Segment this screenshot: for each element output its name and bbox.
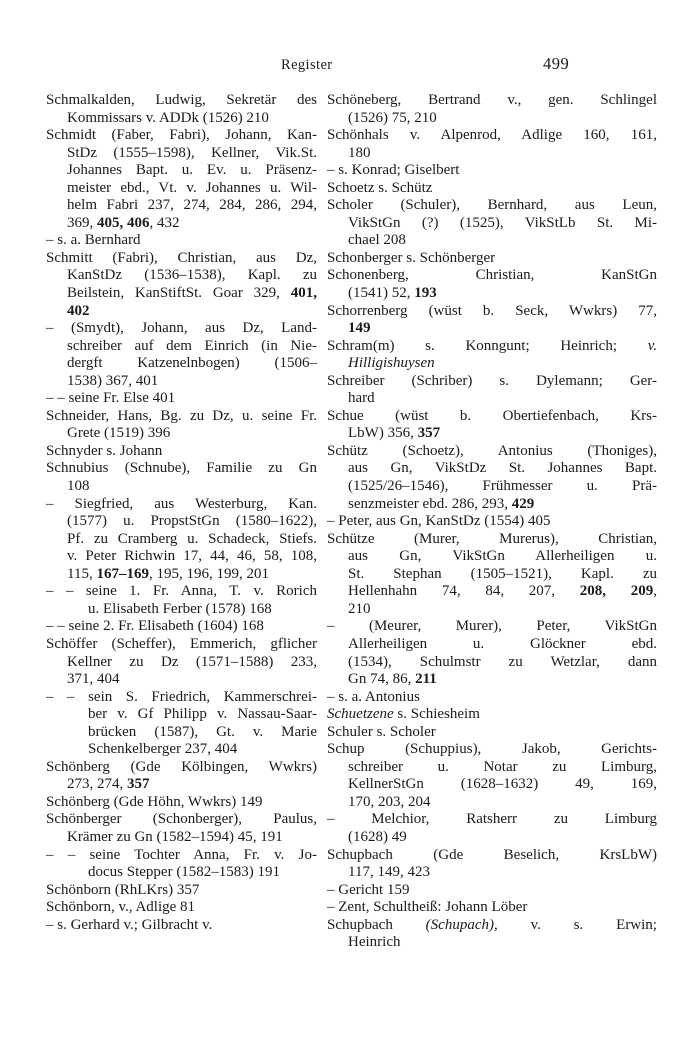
entry-text: Allerheiligen u. Glöckner ebd. <box>348 635 657 652</box>
index-line <box>327 847 657 865</box>
index-line <box>46 513 317 531</box>
entry-text: Krämer zu Gn (1582–1594) 45, 191 <box>67 828 283 845</box>
entry-text: v. Peter Richwin 17, 44, 46, 58, 108, <box>67 548 317 565</box>
entry-text: aus Gn, VikStGn Allerheiligen u. <box>348 548 657 565</box>
entry-text: , 195, 196, 199, 201 <box>148 565 269 582</box>
entry-text: 180 <box>348 144 371 161</box>
index-line <box>46 285 317 303</box>
index-entry <box>46 636 317 689</box>
index-line <box>46 531 317 549</box>
index-line <box>327 373 657 391</box>
entry-text: Schönborn, v., Adlige 81 <box>46 899 196 916</box>
index-line <box>327 689 657 707</box>
index-line <box>327 566 657 584</box>
bold-page-ref: 167–169 <box>96 565 149 582</box>
entry-text: meister ebd., Vt. v. Johannes u. Wil- <box>67 179 317 196</box>
index-line <box>327 531 657 549</box>
entry-text: aus Gn, VikStDz St. Johannes Bapt. <box>348 460 657 477</box>
page-number: 499 <box>543 54 570 73</box>
index-line <box>46 636 317 654</box>
index-line <box>327 180 657 198</box>
index-entry <box>327 847 657 882</box>
entry-text: – – seine 1. Fr. Anna, T. v. Rorich <box>46 583 317 600</box>
entry-text: 1538) 367, 401 <box>67 372 159 389</box>
index-entry <box>46 443 317 461</box>
entry-text: – Siegfried, aus Westerburg, Kan. <box>46 495 317 512</box>
index-line <box>327 127 657 145</box>
running-head-title: Register <box>281 57 333 73</box>
index-line <box>327 390 657 408</box>
index-line <box>46 917 317 935</box>
index-line <box>327 355 657 373</box>
index-entry <box>327 531 657 619</box>
index-entry <box>327 689 657 707</box>
index-line <box>327 162 657 180</box>
bold-page-ref: 357 <box>127 776 150 793</box>
index-line <box>327 250 657 268</box>
index-line <box>46 145 317 163</box>
entry-text: 371, 404 <box>67 671 120 688</box>
index-line <box>46 460 317 478</box>
entry-text: – – seine 2. Fr. Elisabeth (1604) 168 <box>46 618 264 635</box>
index-line <box>46 373 317 391</box>
index-entry <box>327 127 657 162</box>
entry-text: 170, 203, 204 <box>348 793 431 810</box>
index-line <box>46 776 317 794</box>
index-line <box>46 303 317 321</box>
index-line <box>46 215 317 233</box>
entry-text: Schütz (Schoetz), Antonius (Thoniges), <box>327 442 657 459</box>
index-entry <box>327 917 657 952</box>
index-line <box>327 741 657 759</box>
index-column-left <box>46 92 317 934</box>
entry-text: Schreiber (Schriber) s. Dylemann; Ger- <box>327 372 657 389</box>
entry-text: 117, 149, 423 <box>348 864 430 881</box>
entry-text: senzmeister ebd. 286, 293, <box>348 495 512 512</box>
entry-text: – Melchior, Ratsherr zu Limburg <box>327 811 657 828</box>
index-line <box>327 443 657 461</box>
entry-text: Grete (1519) 396 <box>67 425 171 442</box>
index-line <box>327 794 657 812</box>
index-line <box>327 601 657 619</box>
index-line <box>46 496 317 514</box>
entry-text: KellnerStGn (1628–1632) 49, 169, <box>348 776 657 793</box>
index-line <box>327 548 657 566</box>
index-line <box>46 706 317 724</box>
index-line <box>46 355 317 373</box>
index-line <box>327 882 657 900</box>
entry-text: – s. Konrad; Giselbert <box>327 162 460 179</box>
index-entry <box>327 899 657 917</box>
index-line <box>46 338 317 356</box>
index-entry <box>327 513 657 531</box>
index-entry <box>46 794 317 812</box>
index-line <box>46 127 317 145</box>
index-line <box>46 847 317 865</box>
index-line <box>46 583 317 601</box>
index-line <box>46 882 317 900</box>
index-entry <box>46 811 317 846</box>
index-line <box>46 618 317 636</box>
entry-text: – – seine Tochter Anna, Fr. v. Jo- <box>46 846 317 863</box>
index-line <box>327 776 657 794</box>
entry-text: Schonberger s. Schönberger <box>327 249 496 266</box>
entry-text: , 432 <box>149 214 180 231</box>
entry-text: Schöffer (Scheffer), Emmerich, gflicher <box>46 635 317 652</box>
index-line <box>327 110 657 128</box>
entry-text: – Zent, Schultheiß: Johann Löber <box>327 899 528 916</box>
entry-text: (1541) 52, <box>348 285 415 302</box>
entry-text: 115, <box>67 565 97 582</box>
entry-text: Schnubius (Schnube), Familie zu Gn <box>46 460 317 477</box>
index-line <box>327 864 657 882</box>
index-line <box>327 513 657 531</box>
index-line <box>327 425 657 443</box>
entry-text: Schorrenberg (wüst b. Seck, Wwkrs) 77, <box>327 302 657 319</box>
entry-text: Schöneberg, Bertrand v., gen. Schlingel <box>327 92 657 108</box>
index-entry <box>46 232 317 250</box>
index-line <box>327 145 657 163</box>
entry-text: dergft Katzenelnbogen) (1506– <box>67 355 317 372</box>
index-line <box>46 759 317 777</box>
index-entry <box>327 408 657 443</box>
entry-text: u. Elisabeth Ferber (1578) 168 <box>88 600 272 617</box>
entry-text: 273, 274, <box>67 776 127 793</box>
bold-page-ref: 402 <box>67 302 90 319</box>
index-line <box>327 654 657 672</box>
index-entry <box>327 92 657 127</box>
entry-text: – s. a. Bernhard <box>46 232 141 249</box>
index-line <box>327 338 657 356</box>
entry-text: Heinrich <box>348 934 401 951</box>
index-line <box>46 390 317 408</box>
entry-text: (1577) u. PropstStGn (1580–1622), <box>67 513 317 530</box>
index-entry <box>327 162 657 180</box>
bold-page-ref: 401, <box>290 285 317 302</box>
index-line <box>46 548 317 566</box>
entry-text: Schönberg (Gde Höhn, Wwkrs) 149 <box>46 793 263 810</box>
index-line <box>46 724 317 742</box>
index-line <box>327 215 657 233</box>
index-line <box>46 899 317 917</box>
index-entry <box>46 408 317 443</box>
entry-text: Johannes Bapt. u. Ev. u. Präsenz- <box>67 162 317 179</box>
index-line <box>46 601 317 619</box>
entry-text: Schnyder s. Johann <box>46 442 163 459</box>
index-line <box>327 829 657 847</box>
entry-text: Schönberger (Schonberger), Paulus, <box>46 811 317 828</box>
entry-text: Schmitt (Fabri), Christian, aus Dz, <box>46 249 317 266</box>
bold-page-ref: 208, 209 <box>579 583 654 600</box>
index-line <box>327 899 657 917</box>
index-line <box>327 320 657 338</box>
index-line <box>46 250 317 268</box>
index-line <box>46 864 317 882</box>
index-entry <box>46 460 317 495</box>
index-entry <box>327 303 657 338</box>
index-line <box>46 92 317 110</box>
index-line <box>46 689 317 707</box>
entry-text: – Peter, aus Gn, KanStDz (1554) 405 <box>327 513 551 530</box>
index-line <box>327 478 657 496</box>
index-line <box>327 496 657 514</box>
index-entry <box>327 811 657 846</box>
entry-text: helm Fabri 237, 274, 284, 286, 294, <box>67 197 317 214</box>
index-entry <box>327 338 657 373</box>
italic-text: (Schupach) <box>425 916 494 933</box>
index-entry <box>46 847 317 882</box>
index-column-right <box>327 92 657 952</box>
italic-text: Hilligishuysen <box>348 355 435 372</box>
index-line <box>327 636 657 654</box>
entry-text: Schupbach <box>327 916 426 933</box>
entry-text: KanStDz (1536–1538), Kapl. zu <box>67 267 317 284</box>
index-line <box>46 425 317 443</box>
index-line <box>46 566 317 584</box>
entry-text: hard <box>348 390 375 407</box>
index-entry <box>327 741 657 811</box>
entry-text: – (Meurer, Murer), Peter, VikStGn <box>327 618 657 635</box>
index-entry <box>46 899 317 917</box>
index-line <box>327 92 657 110</box>
index-entry <box>327 180 657 198</box>
entry-text: Schupbach (Gde Beselich, KrsLbW) <box>327 846 657 863</box>
entry-text: Schönberg (Gde Kölbingen, Wwkrs) <box>46 758 317 775</box>
entry-text: docus Stepper (1582–1583) 191 <box>88 864 281 881</box>
entry-text: Schenkelberger 237, 404 <box>88 741 238 758</box>
index-line <box>46 408 317 426</box>
index-line <box>327 460 657 478</box>
entry-text: 108 <box>67 478 90 495</box>
entry-text: brücken (1587), Gt. v. Marie <box>88 723 317 740</box>
entry-text: ber v. Gf Philipp v. Nassau-Saar- <box>88 706 317 723</box>
entry-text: – (Smydt), Johann, aus Dz, Land- <box>46 320 317 337</box>
index-line <box>46 671 317 689</box>
index-entry <box>327 373 657 408</box>
index-entry <box>46 320 317 390</box>
index-entry <box>327 443 657 513</box>
index-entry <box>327 197 657 250</box>
entry-text: Schneider, Hans, Bg. zu Dz, u. seine Fr. <box>46 407 317 424</box>
index-line <box>327 759 657 777</box>
index-line <box>46 794 317 812</box>
index-line <box>327 232 657 250</box>
entry-text: , v. s. Erwin; <box>493 916 657 933</box>
entry-text: Schmalkalden, Ludwig, Sekretär des <box>46 92 317 108</box>
index-entry <box>46 92 317 127</box>
index-entry <box>46 618 317 636</box>
entry-text: Schmidt (Faber, Fabri), Johann, Kan- <box>46 127 317 144</box>
index-line <box>46 478 317 496</box>
index-entry <box>327 882 657 900</box>
entry-text: 369, <box>67 214 97 231</box>
index-line <box>327 267 657 285</box>
entry-text: Schonenberg, Christian, KanStGn <box>327 267 657 284</box>
entry-text: Pf. zu Cramberg u. Schadeck, Stiefs. <box>67 530 317 547</box>
index-line <box>46 180 317 198</box>
entry-text: St. Stephan (1505–1521), Kapl. zu <box>348 565 657 582</box>
index-entry <box>327 724 657 742</box>
entry-text: LbW) 356, <box>348 425 418 442</box>
bold-page-ref: 149 <box>348 320 371 337</box>
entry-text: Schram(m) s. Konngunt; Heinrich; <box>327 337 648 354</box>
index-line <box>327 303 657 321</box>
entry-text: VikStGn (?) (1525), VikStLb St. Mi- <box>348 214 657 231</box>
index-entry <box>46 390 317 408</box>
bold-page-ref: 211 <box>415 671 437 688</box>
entry-text: schreiber u. Notar zu Limburg, <box>348 758 657 775</box>
index-entry <box>46 759 317 794</box>
index-line <box>327 583 657 601</box>
index-entry <box>327 250 657 268</box>
index-line <box>46 829 317 847</box>
entry-text: , <box>653 583 658 600</box>
entry-text: – – seine Fr. Else 401 <box>46 390 176 407</box>
entry-text: Hellenhahn 74, 84, 207, <box>348 583 580 600</box>
index-line <box>46 741 317 759</box>
bold-page-ref: 429 <box>511 495 535 512</box>
entry-text: – s. a. Antonius <box>327 688 420 705</box>
index-line <box>327 706 657 724</box>
index-line <box>327 811 657 829</box>
entry-text: Schönborn (RhLKrs) 357 <box>46 881 200 898</box>
bold-page-ref: 193 <box>414 285 437 302</box>
entry-text: Schuler s. Scholer <box>327 723 436 740</box>
index-entry <box>46 917 317 935</box>
index-line <box>46 320 317 338</box>
italic-text: Schuetzene <box>327 706 394 723</box>
entry-text: Kellner zu Dz (1571–1588) 233, <box>67 653 317 670</box>
entry-text: Schue (wüst b. Obertiefenbach, Krs- <box>327 407 657 424</box>
index-line <box>327 618 657 636</box>
index-line <box>46 443 317 461</box>
entry-text: – s. Gerhard v.; Gilbracht v. <box>46 916 213 933</box>
entry-text: 210 <box>348 600 371 617</box>
italic-text: v. <box>647 337 657 354</box>
index-line <box>327 671 657 689</box>
entry-text: (1525/26–1546), Frühmesser u. Prä- <box>348 478 657 495</box>
entry-text: Schup (Schuppius), Jakob, Gerichts- <box>327 741 657 758</box>
index-entry <box>46 583 317 618</box>
index-line <box>46 110 317 128</box>
index-entry <box>46 496 317 584</box>
entry-text: Schoetz s. Schütz <box>327 179 433 196</box>
entry-text: Schütze (Murer, Murerus), Christian, <box>327 530 657 547</box>
entry-text: chael 208 <box>348 232 406 249</box>
index-entry <box>327 618 657 688</box>
bold-page-ref: 357 <box>417 425 441 442</box>
index-line <box>327 197 657 215</box>
index-line <box>46 654 317 672</box>
entry-text: – Gericht 159 <box>327 881 410 898</box>
index-line <box>327 408 657 426</box>
bold-page-ref: 405, 406 <box>97 214 150 231</box>
index-entry <box>46 882 317 900</box>
entry-text: (1534), Schulmstr zu Wetzlar, dann <box>348 653 657 670</box>
index-line <box>46 232 317 250</box>
entry-text: (1628) 49 <box>348 828 407 845</box>
index-entry <box>327 267 657 302</box>
index-entry <box>327 706 657 724</box>
index-line <box>46 162 317 180</box>
index-line <box>327 285 657 303</box>
index-line <box>46 811 317 829</box>
index-line <box>327 917 657 935</box>
index-entry <box>46 127 317 232</box>
entry-text: Gn 74, 86, <box>348 671 416 688</box>
entry-text: Kommissars v. ADDk (1526) 210 <box>67 109 269 126</box>
entry-text: s. Schiesheim <box>393 706 480 723</box>
entry-text: Schönhals v. Alpenrod, Adlige 160, 161, <box>327 127 657 144</box>
index-line <box>327 724 657 742</box>
index-entry <box>46 250 317 320</box>
index-line <box>327 934 657 952</box>
entry-text: – – sein S. Friedrich, Kammerschrei- <box>46 688 317 705</box>
entry-text: schreiber auf dem Einrich (in Nie- <box>67 337 317 354</box>
entry-text: StDz (1555–1598), Kellner, Vik.St. <box>67 144 317 161</box>
index-entry <box>46 689 317 759</box>
entry-text: (1526) 75, 210 <box>348 109 437 126</box>
index-line <box>46 197 317 215</box>
index-line <box>46 267 317 285</box>
entry-text: Beilstein, KanStiftSt. Goar 329, <box>67 285 291 302</box>
entry-text: Scholer (Schuler), Bernhard, aus Leun, <box>327 197 657 214</box>
